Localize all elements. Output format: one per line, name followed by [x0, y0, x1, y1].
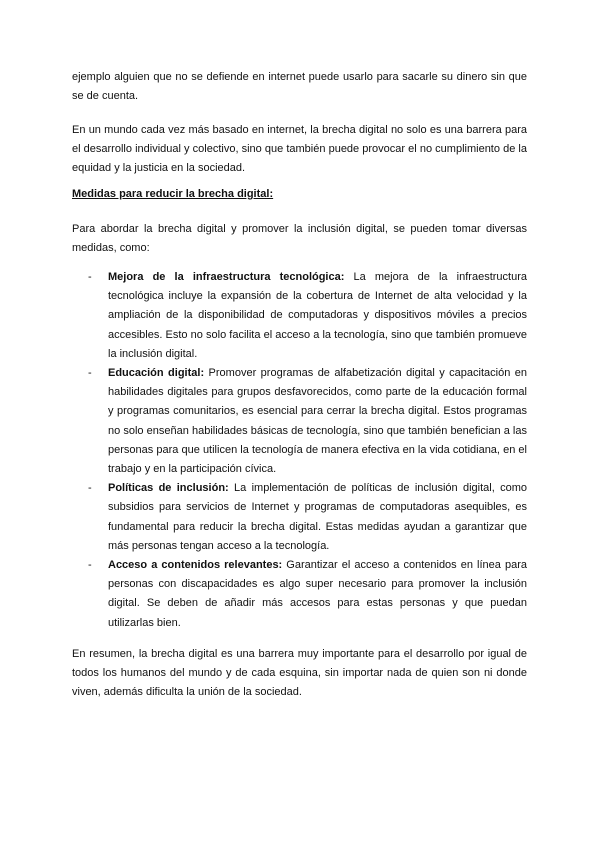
list-marker: -: [88, 559, 92, 572]
list-item-text: Garantizar el acceso a contenidos en línea para personas con discapacidades es algo super necesario para promover la inclusión digital. Se deben de añadir más accesos para estas personas y que puedan utilizarlas bien.: [108, 559, 527, 629]
list-item-text: Promover programas de alfabetización digital y capacitación en habilidades digitales para grupos desfavorecidos, como parte de la educación formal y programas comunitarios, es esencial para cerrar la brecha digital. Estos programas no solo enseñan habilidades básicas de tecnología, sino que también benefician a las personas para que utilicen la tecnología de manera efectiva en la vida cotidiana, en el trabajo y en la participación cívica.: [108, 367, 528, 476]
list-item-term: Mejora de la infraestructura tecnológica:: [108, 271, 345, 283]
list-marker: -: [88, 482, 92, 495]
paragraph-continuation: ejemplo alguien que no se defiende en internet puede usarlo para sacarle su dinero sin que se de cuenta.: [72, 71, 527, 103]
list-item-education: [72, 364, 527, 479]
list-item-text: La implementación de políticas de inclusión digital, como subsidios para servicios de Internet y programas de computadoras asequibles, es fundamental para reducir la brecha digital. Estas medidas ayudan a garantizar que más personas tengan acceso a la tecnología.: [108, 482, 527, 552]
section-heading: Medidas para reducir la brecha digital:: [72, 188, 274, 200]
paragraph-digital-divide: En un mundo cada vez más basado en internet, la brecha digital no solo es una barrera para el desarrollo individual y colectivo, sino que también puede provocar el no cumplimiento de la equidad y la justicia en la sociedad.: [72, 124, 527, 175]
list-item-term: Acceso a contenidos relevantes:: [108, 559, 283, 572]
list-marker: -: [88, 271, 92, 283]
paragraph-intro: Para abordar la brecha digital y promover la inclusión digital, se pueden tomar diversas medidas, como:: [72, 223, 527, 255]
list-item-infrastructure: [72, 268, 527, 364]
list-item-policies: [72, 479, 527, 556]
list-item-access: [72, 556, 527, 633]
list-item-text: La mejora de la infraestructura tecnológica incluye la expansión de la cobertura de Internet de alta velocidad y la ampliación de la disponibilidad de computadoras y dispositivos móviles a precios accesibles. Esto no solo facilita el acceso a la tecnología, sino que también promueve la inclusión digital.: [108, 271, 527, 360]
measures-list: [72, 268, 527, 633]
list-marker: -: [88, 367, 92, 380]
list-item-term: Políticas de inclusión:: [108, 482, 229, 495]
list-item-term: Educación digital:: [108, 367, 205, 380]
paragraph-conclusion: En resumen, la brecha digital es una barrera muy importante para el desarrollo por igual de todos los humanos del mundo y de cada esquina, sin importar nada de quien son ni donde viven, además dificulta la unión de la sociedad.: [72, 648, 527, 699]
